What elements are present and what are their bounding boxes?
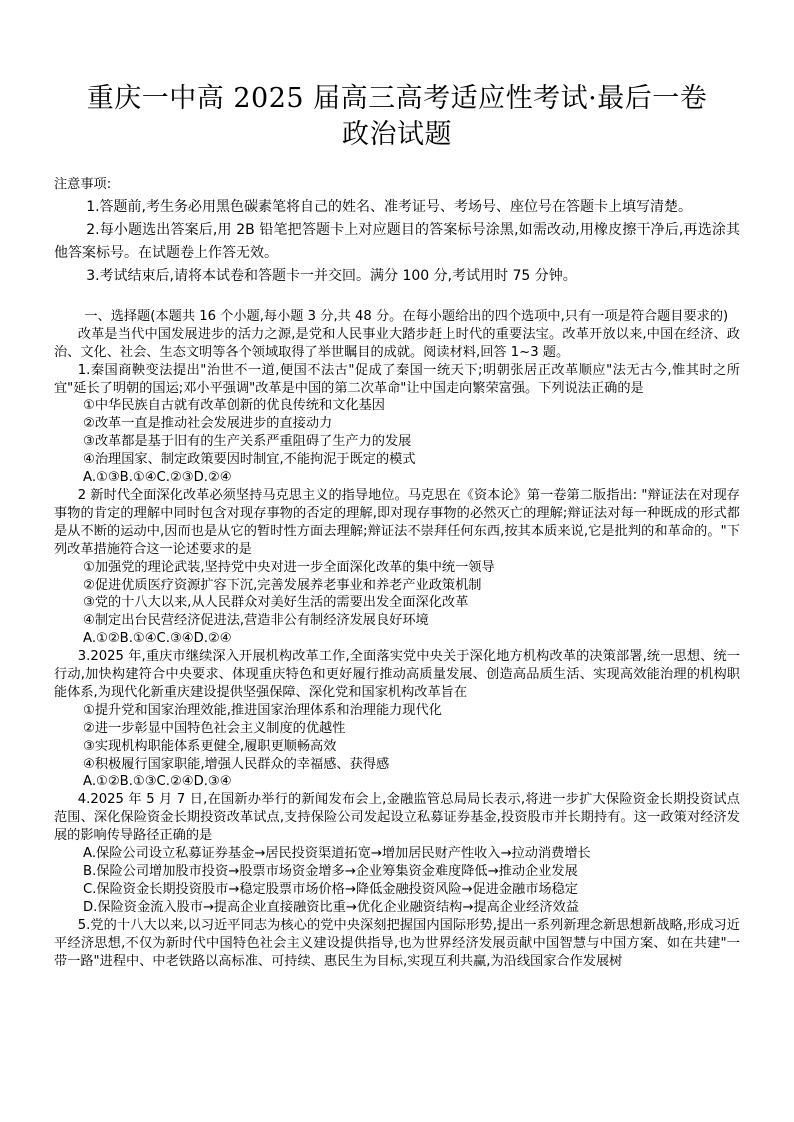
question-option: ④制定出台民营经济促进法,营造非公有制经济发展良好环境 <box>83 613 429 629</box>
question-option: ④治理国家、制定政策要因时制宜,不能拘泥于既定的模式 <box>83 452 416 468</box>
question-stem: 1.秦国商鞅变法提出"治世不一道,便国不法古"促成了秦国一统天下;明朝张居正改革顺应"法无古今,惟其时之所宜"延长了明朝的国运;邓小平强调"改革是中国的第二次革命"让中国走向繁荣富强。下列说法正确的是 <box>54 362 740 396</box>
question-option: D.保险资金流入股市→提高企业直接融资比重→优化企业融资结构→提高企业经济效益 <box>83 899 579 915</box>
notice-item: 3.考试结束后,请将本试卷和答题卡一并交回。满分 100 分,考试用时 75 分钟。 <box>86 267 577 284</box>
question-option: ③改革都是基于旧有的生产关系严重阻碍了生产力的发展 <box>83 434 412 450</box>
question-option: ②进一步彰显中国特色社会主义制度的优越性 <box>83 720 346 736</box>
exam-subject-title: 政治试题 <box>342 119 452 150</box>
exam-title: 重庆一中高 2025 届高三高考适应性考试·最后一卷 <box>86 83 708 114</box>
question-option: ①中华民族自古就有改革创新的优良传统和文化基因 <box>83 398 385 414</box>
notice-item: 2.每小题选出答案后,用 2B 铅笔把答题卡上对应题目的答案标号涂黑,如需改动,用橡皮擦干净后,再选涂其他答案标号。在试题卷上作答无效。 <box>54 221 740 261</box>
question-option: ③实现机构职能体系更健全,履职更顺畅高效 <box>83 738 337 754</box>
question-option: ③党的十八大以来,从人民群众对美好生活的需要出发全面深化改革 <box>83 595 469 611</box>
material-intro: 改革是当代中国发展进步的活力之源,是党和人民事业大踏步赶上时代的重要法宝。改革开放以来,中国在经济、政治、文化、社会、生态文明等各个领域取得了举世瞩目的成就。阅读材料,回答 1~3 题。 <box>54 326 740 360</box>
exam-body <box>54 176 740 970</box>
question-stem: 2 新时代全面深化改革必须坚持马克思主义的指导地位。马克思在《资本论》第一卷第二版指出: "辩证法在对现存事物的肯定的理解中同时包含对现存事物的否定的理解,即对现存事物的必然灭亡的理解;辩证法对每一种既成的形式都是从不断的运动中,因而也是从它的暂时性方面去理解;辩证法不崇拜任何东西,按其本质来说,它是批判的和革命的。"下列改革措施符合这一论述要求的是 <box>54 487 740 557</box>
notice-section <box>54 176 740 288</box>
question-option: ②促进优质医疗资源扩容下沉,完善发展养老事业和养老产业政策机制 <box>83 577 482 593</box>
question-stem: 5.党的十八大以来,以习近平同志为核心的党中央深刻把握国内国际形势,提出一系列新理念新思想新战略,形成习近平经济思想,不仅为新时代中国特色社会主义建设提供指导,也为世界经济发展贡献中国智慧与中国方案、如在共建"一带一路"进程中、中老铁路以高标准、可持续、惠民生为目标,实现互利共赢,为沿线国家合作发展树 <box>54 917 740 969</box>
question-stem: 3.2025 年,重庆市继续深入开展机构改革工作,全面落实党中央关于深化地方机构改革的决策部署,统一思想、统一行动,加快构建符合中央要求、体现重庆特色和更好履行推动高质量发展、创造高品质生活、实现高效能治理的机构职能体系,为现代化新重庆建设提供坚强保障、深化党和国家机构改革旨在 <box>54 649 740 700</box>
answer-choices: A.①②B.①③C.②④D.③④ <box>83 774 232 790</box>
question-option: ①加强党的理论武装,坚持党中央对进一步全面深化改革的集中统一领导 <box>83 559 495 575</box>
question-option: ①提升党和国家治理效能,推进国家治理体系和治理能力现代化 <box>83 702 442 718</box>
question-option: ④积极履行国家职能,增强人民群众的幸福感、获得感 <box>83 756 390 772</box>
answer-choices: A.①②B.①④C.③④D.②④ <box>83 631 232 647</box>
answer-choices: A.①③B.①④C.②③D.②④ <box>83 470 232 486</box>
section-heading: 一、选择题(本题共 16 个小题,每小题 3 分,共 48 分。在每小题给出的四个选项中,只有一项是符合题目要求的) <box>84 308 729 324</box>
notice-item: 1.答题前,考生务必用黑色碳素笔将自己的姓名、准考证号、考场号、座位号在答题卡上填写清楚。 <box>86 198 692 215</box>
question-option: B.保险公司增加股市投资→股票市场资金增多→企业筹集资金难度降低→推动企业发展 <box>83 864 578 879</box>
question-option: C.保险资金长期投资股市→稳定股票市场价格→降低金融投资风险→促进金融市场稳定 <box>83 881 578 897</box>
notice-heading: 注意事项: <box>54 177 112 192</box>
question-option: A.保险公司设立私募证券基金→居民投资渠道拓宽→增加居民财产性收入→拉动消费增长 <box>83 846 591 862</box>
question-option: ②改革一直是推动社会发展进步的直接动力 <box>83 416 333 432</box>
question-stem: 4.2025 年 5 月 7 日,在国新办举行的新闻发布会上,金融监管总局局长表示,将进一步扩大保险资金长期投资试点范围、深化保险资金长期投资改革试点,支持保险公司发起设立私募证券基金,投资股市并长期持有。这一政策对经济发展的影响传导路径正确的是 <box>54 792 740 844</box>
